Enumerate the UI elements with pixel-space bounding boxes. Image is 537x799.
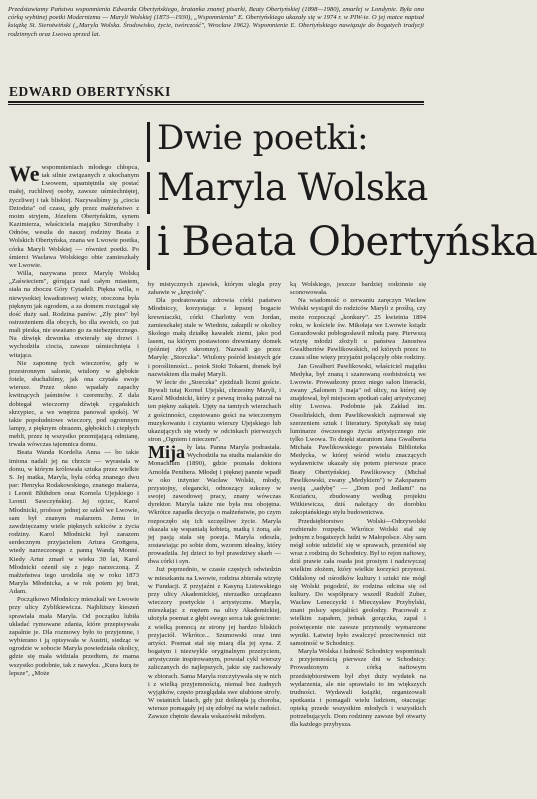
header-rule-thin	[8, 104, 424, 105]
drop-cap: Mija	[148, 442, 185, 463]
intro-paragraph: Przedstawiamy Państwu wspomnienia Edwarda Obertyńskiego, bratanka znanej pisarki, Beaty Obertyńskiej (1898—1980), zmarłej w Londynie. Była ona córką wybitnej poetki Modernizmu — Maryli Wolskiej (1873—1930), „Wspomnienia" E. Obertyńskiego ukazały się w 1974 r. w PIW-ie. O jej matce napisał książkę St. Sierotwiński („Maryla Wolska. Środowisko, życie, twórczość", Wrocław 1962). Wspomnienie E. Obertyńskiego nawiązuje do bogatych tradycji rodzinnych oraz Lwowa sprzed lat.	[8, 6, 424, 38]
paragraph	[148, 444, 281, 566]
title-bar-2	[147, 172, 150, 214]
text-column-3	[290, 281, 426, 730]
text-column-2	[148, 281, 281, 721]
title-bar-3	[147, 226, 150, 270]
paragraph	[9, 161, 139, 270]
paragraph: by mistycznych zjawisk, którym uległa przy zabawie w „kręciołę".	[148, 281, 281, 297]
paragraph: Jan Gwalbert Pawlikowski, właściciel majątku Medyka, był znaną i szanowaną osobistością we Lwowie. Prowadzony przez niego salon literacki, zwany „Salonem 3 maja" od ulicy, na której się znajdował, był miejscem spotkań całej artystycznej elity Lwowa. Podobnie jak Zakład im. Ossolińskich, dom Pawlikowskich zajmował się szerzeniem sztuk i literatury. Spotykali się tutaj luminarze ówczesnego życia artystycznego nie tylko Lwowa. To dzięki staraniom Jana Gwalberta Michała Pawlikowskiego powstała Biblioteka Medycka, w której wśród wielu znaczących wydawnictw ukazały się potem pierwsze prace Beaty Obertyńskiej. Pawlikowscy (Michał Pawlikowski, zwany „Medykiem") w Zakopanem swoją „sadybę" — „Dom pod Jedlami" na Koziańcu, zbudowany według projektu Witkiewicza, dziś należący do dorobku zakopiańskiego stylu budownictwa.	[290, 362, 426, 517]
title-line-3: i Beata Obertyńska	[157, 219, 537, 265]
title-line-2: Maryla Wolska	[157, 166, 428, 209]
paragraph: W lecie do „Storczka" zjeżdżali liczni goście. Bywali tutaj Kornel Ujejski, chrzestny Maryli, i Karol Młodnicki, który z pewną troską patrzał na ten piękny zakątek. Ujęty na tamtych wierzchach z gościnności, częstowano gości na wieczornym muzykowaniu i czytaniu wierszy Ujejskiego lub ukazujących się wtedy w odcinkach pierwszych stron „Ogniem i mieczem".	[148, 378, 281, 443]
paragraph-text: ły lata. Panna Maryla podrastała. Wychodziła na studia malarskie do Monachium (1890), gdzie poznała doktora Arnolda Penthera. Młodej i pięknej pannie wpadł w oko inżynier Wacław Wolski, młody, przystojny, elegancki, odnoszący sukcesy w swojej zawodowej pracy, znany wówczas dyrektor. Maryla także nie była mu obojętna. Wkrótce zapadła decyzja o małżeństwie, po czym rozpoczęło się ich szczęśliwe życie. Maryla okazała się wspaniałą kobietą, matką i żoną, ale jej pasją stała się poezja. Maryla odeszła, zostawiając po sobie dom, wzorem idealny, który prowadziła. Jej dzieci to był prawdziwy skarb — dwa córki i syn.	[148, 444, 281, 566]
article-title	[147, 118, 537, 276]
paragraph: Na wiadomość o zerwaniu zaręczyn Wacław Wolski wystąpił do rodziców Maryli z prośbą, czy może rozpocząć „konkury". 25 kwietnia 1894 roku, w kościele św. Mikołaja we Lwowie ksiądz Gorazdowski pobłogosławił młodą parę. Pierwszą wizytę młodzi złożyli u państwa Janostwa Gwaltbertów Pawlikowskich, od których przez to czasu silne więzy przyjaźni połączyły obie rodziny.	[290, 297, 426, 362]
paragraph: Nie zapomnę tych wieczorów, gdy w przestronnym salonie, wtulony w głębokie fotele, słuchaliśmy, jak ona czytała swoje wiersze. Przez okno wpadały zapachy kwitnących jaśminów i czeremchy. Z dala dobiegał wieczorny dźwięk cygańskich skrzypiec, a we wnętrzu panował spokój. W takie popołudniowe wieczory, pod ogromnym lampy, z pięknym obrazem, głębokich i ciepłych mebli, przez tę wszystko przemijającą odmianę, trwała wówczas tajemnica domu.	[9, 359, 139, 449]
paragraph: Dla podratowania zdrowia córki państwo Młodniccy, korzystając z lepszej bogacie krewniaczki, córki Charlotty von Jordan, zamieszkałej stale w Wiedniu, zakupili w okolicy Skolego małą działkę kawałek ziemi, jako pod lasem, na którym postawiono drewniany domek (później zbyt skromny). Nazwali go przez Marylę: „Storczka". Wtulony pośród lesistych gór i poroślinności... potok Stoki Tokarni, domek był nazwiskiem dla małej Maryli.	[148, 297, 281, 378]
title-line-1: Dwie poetki:	[157, 118, 369, 158]
paragraph-text: wspomnieniach młodego chłopca, tak silnie związanych z ukochanym Lwowem, upamiętniła się postać małej, ruchliwej osoby, zawsze uśmiechniętej, życzliwej i tak bliskiej. Nazywaliśmy ją „ciocia Dziodzia" od czasu, gdy przez małżeństwo z moim stryjem, Józefem Obertyńskim, synem Kazimierza, właściciela majątku Stronibaby i Odnów, weszła do naszej rodziny Beata z Wolskich Obertyńska, znana we Lwowie poetka, córka Maryli Wolskiej — również poetki. Po śmierci Wacława Wolskiego obie zamieszkały we Lwowie.	[9, 164, 139, 269]
paragraph: ką Wolskiego, jeszcze bardziej rodzinnie się sconowowała.	[290, 281, 426, 297]
paragraph: Początkowo Młodniccy mieszkali we Lwowie przy ulicy Zyblikiewicza. Najbliższy kieszeń sprawiała mała Maryla. Od początku lubiła układać rymowane zdania, które przepisywała zapalnie je. Dla rozmowy było to przyjemne, i wybierano i ją opisywała w Austrii, siedząc w ogrodzie w sobocie Maryla powiedziała okolicy, gdzie się mała widziała przedtem, że mama wszystko podobnie, tak z nawyku. „Kura kurą że lepsze", „Może	[9, 596, 139, 677]
paragraph: Beata Wanda Kordelia Anna — bo takie imiona nadali jej na chrzcie — wyrastała w domu, w którym królowała sztuka przez wielkie S. Jej matka, Maryla, była córką znanego dwu par: Henryka Rodakowskiego, znanego malarza, i Leonii Blühdorn oraz Kornela Ujejskiego i Leonii Sawczyńskiej. Jej ojciec, Karol Młodnicki, profesor jednej ze szkół we Lwowie, sam był znanym malarzem. Jemu to zawdzięczamy wiele pięknych szkiców z życia rodziny. Karol Młodnicki był zarazem serdecznym przyjacielem Artura Grottgera, wtedy narzeczonego z panną Wandą Monné. Kiedy Artur zmarł w wieku 30 lat, Karol Młodnicki ożenił się z jego narzeczoną. Z małżeństwa tego urodziła się w roku 1873 Maryla Młodnicka, a w rok potem jej brat, Adam.	[9, 449, 139, 596]
paragraph: Już poprzednio, w czasie częstych odwiedzin w mieszkaniu na Lwowie, rodzina zbierała wizytę w Fundacji. Z przyjaźni z Kasyną Listewskiego przy ulicy Akademickiej, nierzadko urządzano wieczory poetyckie i artystyczne. Maryla, mieszkając z mężem na ulicy Akademickiej, ułożyła poemat z głębi swego serca tak gościnnie: z wielką pomocą ze strony jej bardzo bliskich przyjaciół. Wkrótce... Szumowski oraz inni artyści. Poemat stał się miarą dla jej syna. Z bogatym i niezwykle oryginalnym przeżyciem, artystycznie inspirowanym, powstał cykl wierszy zaliczanych do najlepszych, jakie się zachowały w zbiorach. Sama Maryla rozczytywała się w nich i z wielką przyjemnością, niemal bez żadnych wyjątków, często przeglądała swe ulubione strofy. W ostatnich latach, gdy już dotknęła ją choroba, wiersze pomagały jej się zdobyć na wiele radości. Zawsze chętnie dawała wskazówki młodym.	[148, 566, 281, 721]
author-name: EDWARD OBERTYŃSKI	[9, 84, 171, 99]
paragraph: Willa, nazywana przez Marylę Wolską „Zaświeciem", górująca nad całym miastem, stała na zboczu Góry Cytadeli. Piękna willa, o niewysokiej kwadratowej wieży, otoczona była pięknym jak ogrodem, a za domem rozciągał się dość duży sad. Rodzina panów: „Zły pies" był ostrzeżeniem dla obcych, bo dla swoich, co już mali pieska, nie uważano go za niebezpiecznego. Na dźwięk dzwonka otwierały się drzwi i wychodziła ciocia, zawsze uśmiechnięta i witająca.	[9, 270, 139, 359]
paragraph: Maryla Wolska i ludność Schodnicy wspominali z przyjemnością pierwsze dni w Schodnicy. Prowadzonym z córką naftowym przedsiębiorstwem był zbyt duży wydatek na wydarzenia, ale nie sprawiało to im większych trudności. Wydawali książki, organizowali spotkania i pomagali wielu ludziom, otaczając opieką przede wszystkim młodych i wszystkich potrzebujących. Dom rodzinny zawsze był otwarty dla każdego przybysza.	[290, 648, 426, 729]
title-bar-1	[147, 122, 150, 162]
paragraph: Przedsiębiorstwo Wolski—Odrzywolski rozbierało rozpędu. Wkrótce Wolski stał się jednym z bogatszych ludzi w Małopolsce. Aby sam mógł sobie udzielić się w sprawach, przeniósł się wraz z rodziną do Schodnicy. Był to rejon naftowy, dziś prawie cała osada jest prostym i nadzwyczaj wielkim złożem, który wielkie korzyści przynosi. Oddalony od ośrodków kultury i sztuki nie mógł się Wolski pogodzić, że rodzina odcina się od kultury. Do współpracy wszedł Rudolf Zuber, Wacław Leneczycki i Mieczysław Przybylski, znani polscy specjaliści geolodzy. Pracowali z wielkim zapałem, jednak gorączka, zapał i poświęcenie nie zawsze przynosiły wymarzone wyniki. Łatwiej było zwalczyć przeciwności niż samotność w Schodnicy.	[290, 517, 426, 647]
drop-cap: We	[9, 161, 40, 186]
text-column-1	[9, 161, 139, 678]
header-rule	[8, 101, 424, 103]
